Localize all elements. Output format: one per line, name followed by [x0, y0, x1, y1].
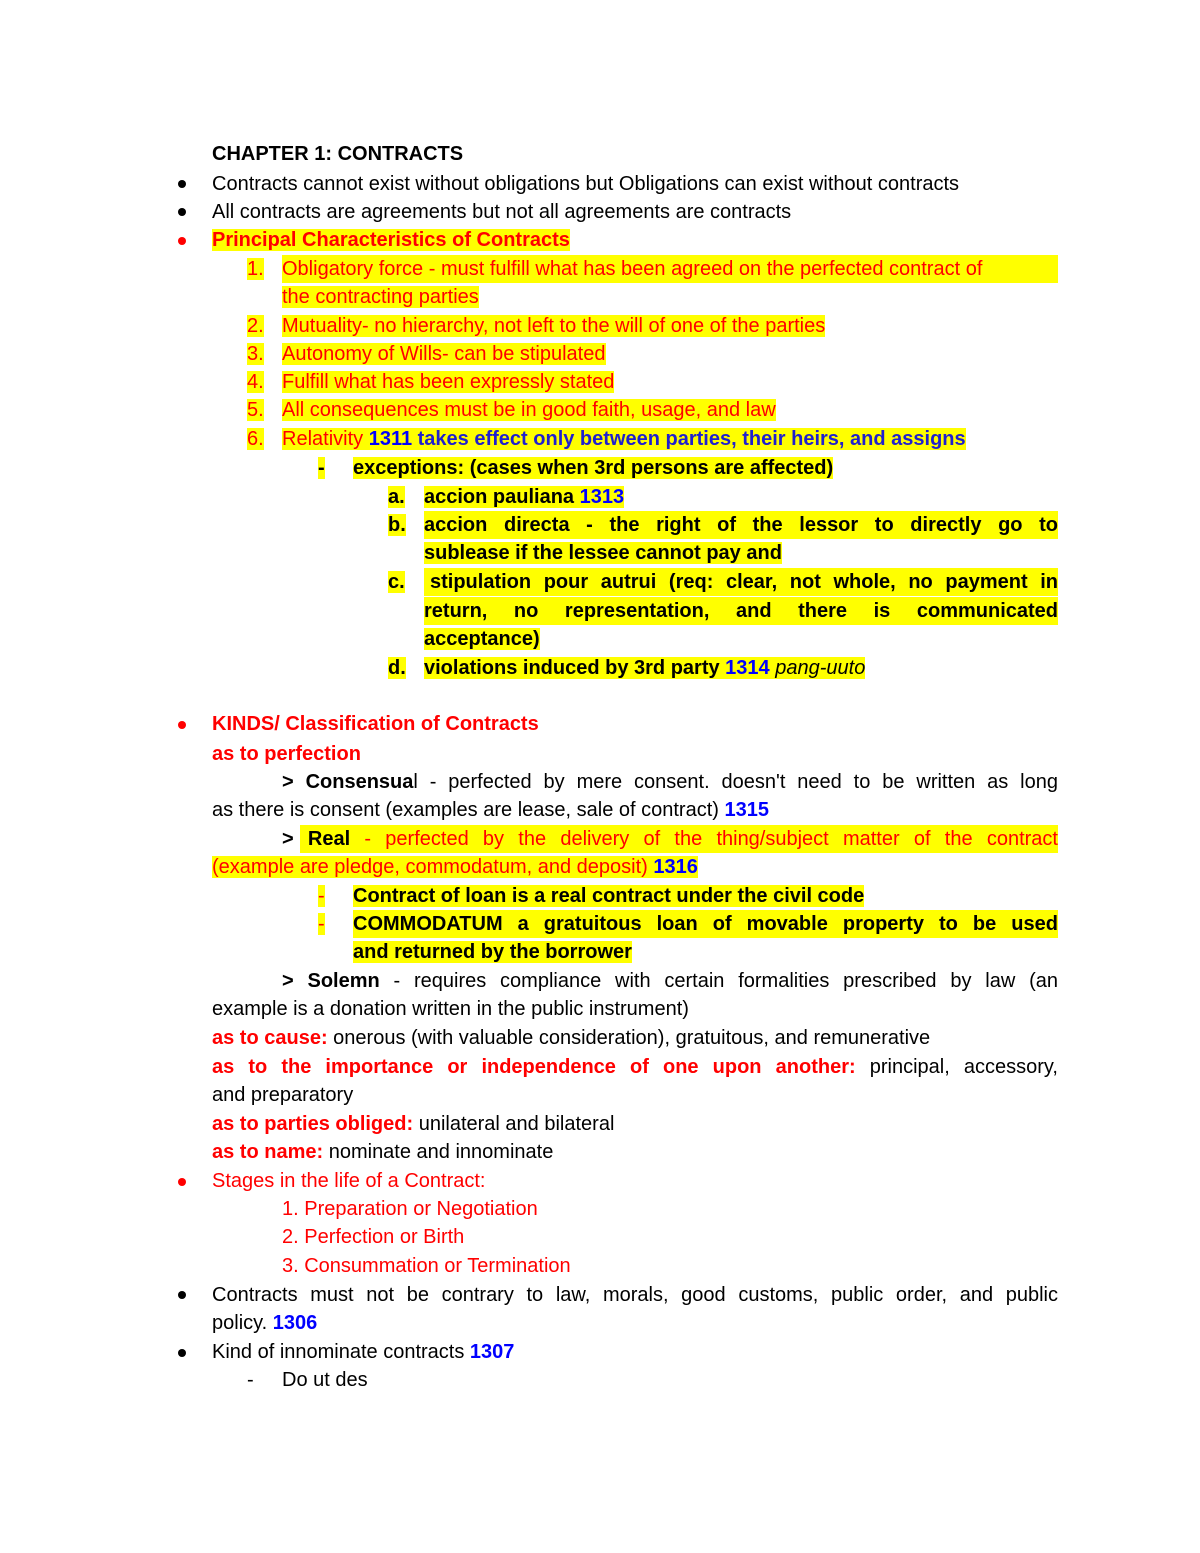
article-number: 1311 [368, 428, 413, 450]
intro-bullet-1: Contracts cannot exist without obligations but Obligations can exist without contracts [212, 173, 960, 195]
real-note-2-line-1: COMMODATUM a gratuitous loan of movable property to be used [353, 910, 1058, 938]
sub-item-b-line-2: sublease if the lessee cannot pay and [424, 542, 782, 564]
sub-item-a-text: accion pauliana [424, 486, 580, 508]
solemn-text: - requires compliance with certain formalities prescribed by law (an [379, 970, 1058, 992]
real-note-1: Contract of loan is a real contract under the civil code [353, 885, 865, 907]
parties-label: as to parties obliged: [212, 1113, 414, 1135]
importance-text: principal, accessory, [855, 1056, 1058, 1078]
list-number: 3. [247, 343, 264, 365]
consensual-line-2: as there is consent (examples are lease, sale of contract) [212, 799, 725, 821]
solemn-term: Solemn [307, 970, 380, 992]
principal-heading: Principal Characteristics of Contracts [212, 229, 570, 251]
intro-bullet-2: All contracts are agreements but not all agreements are contracts [212, 201, 792, 223]
chapter-title: CHAPTER 1: CONTRACTS [212, 143, 464, 165]
sub-item-d-tail: pang-uuto [775, 657, 866, 679]
list-number: 2. [247, 315, 264, 337]
name-text: nominate and innominate [323, 1141, 554, 1163]
bullet-icon [178, 180, 186, 188]
article-number: 1315 [724, 799, 769, 821]
principal-item-6-rest: takes effect only between parties, their heirs, and assigns [412, 428, 966, 450]
sub-item-c-line-2: return, no representation, and there is communicated [424, 597, 1058, 625]
bullet-icon [178, 1349, 186, 1357]
list-number: 5. [247, 399, 264, 421]
stage-item-1: 1. Preparation or Negotiation [282, 1198, 538, 1220]
arrow-marker: > [282, 828, 308, 850]
stage-item-3: 3. Consummation or Termination [282, 1255, 571, 1277]
sub-marker: c. [388, 571, 405, 593]
real-note-2-line-2: and returned by the borrower [353, 941, 632, 963]
exceptions-label: exceptions: (cases when 3rd persons are affected) [353, 457, 834, 479]
sub-marker: a. [388, 486, 405, 508]
principal-item-4: Fulfill what has been expressly stated [282, 371, 615, 393]
kinds-heading: KINDS/ Classification of Contracts [212, 713, 539, 735]
list-number: 4. [247, 371, 264, 393]
principal-item-3: Autonomy of Wills- can be stipulated [282, 343, 606, 365]
bullet-icon [178, 1291, 186, 1299]
article-number: 1306 [272, 1312, 318, 1334]
bullet-icon [178, 237, 186, 245]
name-label: as to name: [212, 1141, 324, 1163]
article-number: 1314 [725, 657, 770, 679]
innominate-text: Kind of innominate contracts [212, 1341, 470, 1363]
cause-label: as to cause: [212, 1027, 328, 1049]
bullet-icon [178, 1178, 186, 1186]
contrary-line-2: policy. [212, 1312, 273, 1334]
real-line-2: (example are pledge, commodatum, and deposit) [212, 856, 654, 878]
solemn-line-2: example is a donation written in the public instrument) [212, 998, 689, 1020]
dash-marker: - [318, 913, 325, 935]
article-number: 1316 [653, 856, 698, 878]
contrary-line-1: Contracts must not be contrary to law, morals, good customs, public order, and public [212, 1284, 1058, 1306]
sub-item-d-text: violations induced by 3rd party [424, 657, 726, 679]
perfection-label: as to perfection [212, 743, 361, 765]
consensual-text: l - perfected by mere consent. doesn't need to be written as long [413, 771, 1058, 793]
principal-item-1-line-2: the contracting parties [282, 286, 479, 308]
sub-item-c-line-1: stipulation pour autrui (req: clear, not whole, no payment in [424, 568, 1058, 596]
article-number: 1313 [579, 486, 625, 508]
sub-marker: b. [388, 514, 406, 536]
arrow-marker: > [282, 970, 308, 992]
dash-marker: - [318, 457, 325, 479]
real-term: Real [307, 828, 351, 850]
stages-heading: Stages in the life of a Contract: [212, 1170, 486, 1192]
arrow-marker: > [282, 771, 306, 793]
list-number: 6. [247, 428, 264, 450]
sub-marker: d. [388, 657, 406, 679]
stage-item-2: 2. Perfection or Birth [282, 1226, 465, 1248]
list-number: 1. [247, 258, 264, 280]
sub-item-c-line-3: acceptance) [424, 628, 540, 650]
cause-text: onerous (with valuable consideration), gratuitous, and remunerative [327, 1027, 931, 1049]
importance-line-2: and preparatory [212, 1084, 354, 1106]
bullet-icon [178, 208, 186, 216]
dash-marker: - [318, 885, 325, 907]
bullet-icon [178, 721, 186, 729]
principal-item-6-text: Relativity [282, 428, 369, 450]
principal-item-5: All consequences must be in good faith, usage, and law [282, 399, 776, 421]
sub-item-b-line-1: accion directa - the right of the lessor to directly go to [424, 511, 1058, 539]
principal-item-1-line-1: Obligatory force - must fulfill what has been agreed on the perfected contract of [282, 255, 1058, 283]
real-text: - perfected by the delivery of the thing/subject matter of the contract [350, 828, 1058, 850]
importance-label: as to the importance or independence of one upon another: [212, 1056, 856, 1078]
dash-marker: - [247, 1369, 254, 1391]
principal-item-2: Mutuality- no hierarchy, not left to the will of one of the parties [282, 315, 826, 337]
parties-text: unilateral and bilateral [413, 1113, 615, 1135]
consensual-term: Consensua [305, 771, 414, 793]
article-number: 1307 [469, 1341, 515, 1363]
innominate-sub-item: Do ut des [282, 1369, 368, 1391]
